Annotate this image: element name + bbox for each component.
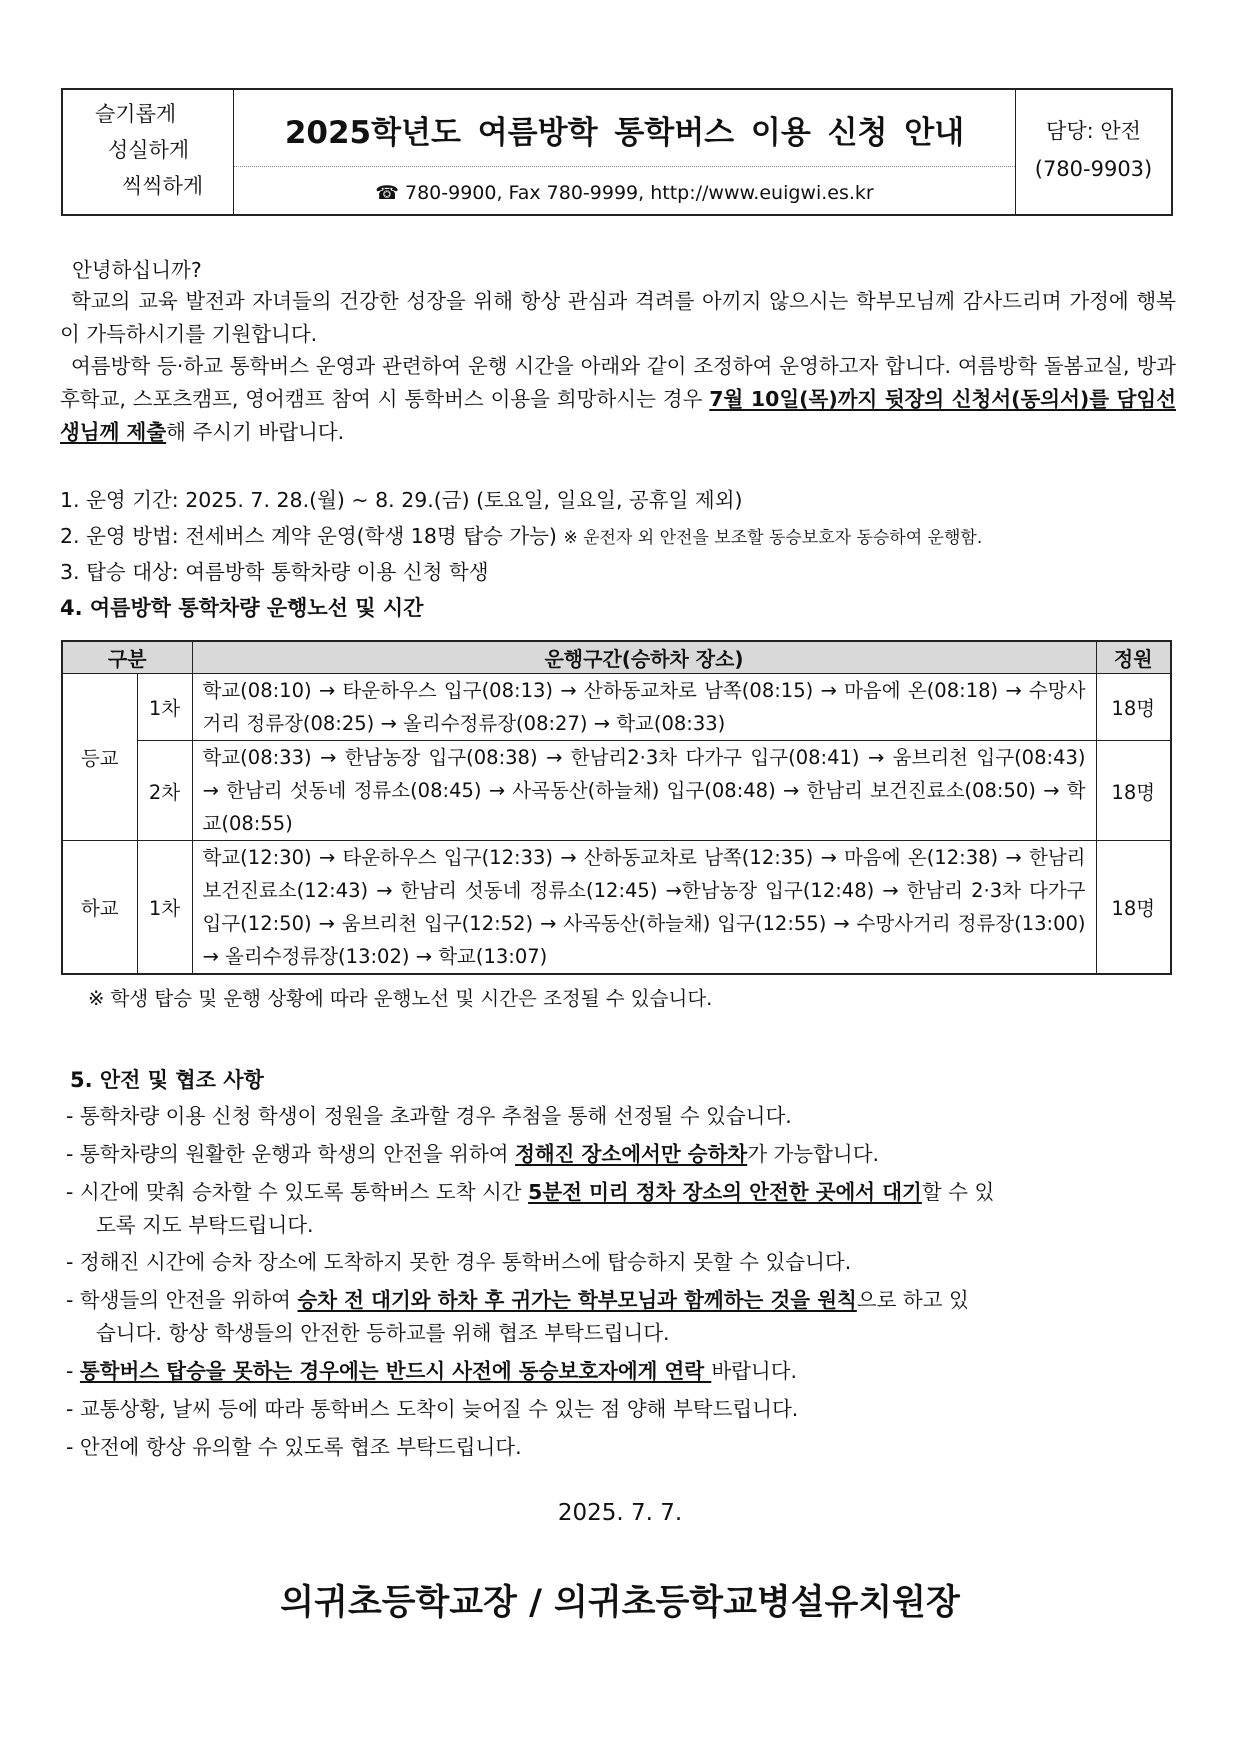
table-header-row <box>62 641 1171 674</box>
route-table-note: ※ 학생 탑승 및 운행 상황에 따라 운행노선 및 시간은 조정될 수 있습니다. <box>88 987 713 1010</box>
motto-line-1: 슬기롭게 <box>95 102 177 126</box>
manager-phone: (780-9903) <box>1034 157 1153 181</box>
intro-paragraph-2-start: 여름방학 등·하교 통학버스 운영과 관련하여 운행 시간을 아래와 같이 조정하여 운영하고자 합니다. 여름방학 돌봄교실, 방과후학교, 스포츠캠프, 영어캠프 참여 시 통학버스 이용을 희망하시는 경우 <box>60 354 1176 411</box>
document-title: 2025학년도 여름방학 통학버스 이용 신청 안내 <box>234 100 1015 167</box>
safety-item-5-highlight: 승차 전 대기와 하차 후 귀가는 학부모님과 함께하는 것을 원칙 <box>297 1288 857 1312</box>
trip-label: 1차 <box>137 674 192 741</box>
safety-item-2-start: - 통학차량의 원활한 운행과 학생의 안전을 위하여 <box>66 1142 516 1166</box>
safety-item-5-continued: 습니다. 항상 학생들의 안전한 등하교를 위해 협조 부탁드립니다. <box>96 1321 670 1345</box>
header-route: 운행구간(승하차 장소) <box>192 641 1096 674</box>
safety-item-3-highlight: 5분전 미리 정차 장소의 안전한 곳에서 대기 <box>528 1180 922 1204</box>
route-cell: 학교(08:33) → 한남농장 입구(08:38) → 한남리2·3차 다가구 입구(08:41) → 움브리천 입구(08:43) → 한남리 섯동네 정류소(08:45) → 사곡동산(하늘채) 입구(08:48) → 한남리 보건진료소(08:50) → 학교(08:55) <box>192 741 1096 841</box>
header-capacity: 정원 <box>1096 641 1171 674</box>
route-cell: 학교(08:10) → 타운하우스 입구(08:13) → 산하동교차로 남쪽(08:15) → 마음에 온(08:18) → 수망사거리 정류장(08:25) → 올리수정류장(08:27) → 학교(08:33) <box>192 674 1096 741</box>
safety-item-8: - 안전에 항상 유의할 수 있도록 협조 부탁드립니다. <box>66 1435 522 1459</box>
safety-item-5-end: 으로 하고 있 <box>856 1288 969 1312</box>
group-label-afternoon: 하교 <box>62 841 137 975</box>
capacity-cell: 18명 <box>1096 674 1171 741</box>
header-category: 구분 <box>62 641 192 674</box>
safety-item-2 <box>66 1138 1182 1171</box>
route-cell: 학교(12:30) → 타운하우스 입구(12:33) → 산하동교차로 남쪽(12:35) → 마음에 온(12:38) → 한남리 보건진료소(12:43) → 한남리 섯동네 정류소(12:45) →한남농장 입구(12:48) → 한남리 2·3차 다가구 입구(12:50) → 움브리천 입구(12:52) → 사곡동산(하늘채) 입구(12:55) → 수망사거리 정류장(13:00) → 올리수정류장(13:02) → 학교(13:07) <box>192 841 1096 975</box>
motto-line-2: 성실하게 <box>108 138 190 162</box>
trip-label: 1차 <box>137 841 192 975</box>
contact-info: 780-9900, Fax 780-9999, http://www.euigwi.es.kr <box>405 182 874 204</box>
group-label-morning: 등교 <box>62 674 137 841</box>
safety-item-6-end: 바랍니다. <box>711 1359 798 1383</box>
operation-method-note: ※ 운전자 외 안전을 보조할 동승보호자 동승하여 운행함. <box>563 528 983 548</box>
manager-label: 담당: 안전 <box>1046 119 1141 143</box>
signatory: 의귀초등학교장 / 의귀초등학교병설유치원장 <box>280 1583 960 1623</box>
deadline-highlight: 7월 10일(목)까지 뒷장의 신청서(동의서)를 담임선생님께 제출 <box>60 387 1176 444</box>
safety-item-2-highlight: 정해진 장소에서만 승하차 <box>515 1142 748 1166</box>
header-center <box>234 90 1016 214</box>
header-box <box>61 88 1173 216</box>
motto-line-3: 씩씩하게 <box>122 174 204 198</box>
safety-item-3-start: - 시간에 맞춰 승차할 수 있도록 통학버스 도착 시간 <box>66 1180 529 1204</box>
table-row <box>62 674 1171 741</box>
table-row <box>62 841 1171 975</box>
safety-item-3-continued: 도록 지도 부탁드립니다. <box>96 1213 314 1237</box>
school-motto <box>63 90 234 214</box>
safety-item-5 <box>66 1284 1176 1317</box>
route-table <box>61 640 1172 975</box>
intro-paragraph-2 <box>60 350 1176 449</box>
safety-item-4: - 정해진 시간에 승차 장소에 도착하지 못한 경우 통학버스에 탑승하지 못할 수 있습니다. <box>66 1250 852 1274</box>
item-eligibility: 3. 탑승 대상: 여름방학 통학차량 이용 신청 학생 <box>60 560 489 584</box>
table-row <box>62 741 1171 841</box>
safety-item-6-highlight: 통학버스 탑승을 못하는 경우에는 반드시 사전에 동승보호자에게 연락 <box>79 1359 712 1383</box>
capacity-cell: 18명 <box>1096 741 1171 841</box>
document-date: 2025. 7. 7. <box>557 1500 683 1526</box>
item-route-heading: 4. 여름방학 통학차량 운행노선 및 시간 <box>60 596 424 620</box>
manager-box <box>1016 90 1171 214</box>
safety-item-6 <box>66 1355 1182 1388</box>
safety-item-5-start: - 학생들의 안전을 위하여 <box>66 1288 298 1312</box>
safety-item-2-end: 가 가능합니다. <box>747 1142 880 1166</box>
greeting: 안녕하십니까? <box>72 258 202 282</box>
contact-line <box>234 182 1015 204</box>
phone-icon: ☎ <box>375 182 399 204</box>
intro-paragraph-2-end: 해 주시기 바랍니다. <box>166 420 345 444</box>
safety-item-3 <box>66 1176 1176 1209</box>
item-operation-period: 1. 운영 기간: 2025. 7. 28.(월) ~ 8. 29.(금) (토요일, 일요일, 공휴일 제외) <box>60 488 743 512</box>
safety-item-3-end: 할 수 있 <box>921 1180 995 1204</box>
safety-item-6-dash: - <box>66 1359 80 1383</box>
trip-label: 2차 <box>137 741 192 841</box>
item-operation-method <box>60 520 1176 555</box>
safety-item-7: - 교통상황, 날씨 등에 따라 통학버스 도착이 늦어질 수 있는 점 양해 부탁드립니다. <box>66 1397 799 1421</box>
operation-method-text: 2. 운영 방법: 전세버스 계약 운영(학생 18명 탑승 가능) <box>60 524 557 548</box>
intro-paragraph-1: 학교의 교육 발전과 자녀들의 건강한 성장을 위해 항상 관심과 격려를 아끼지 않으시는 학부모님께 감사드리며 가정에 행복이 가득하시기를 기원합니다. <box>60 289 1176 346</box>
safety-item-1: - 통학차량 이용 신청 학생이 정원을 초과할 경우 추첨을 통해 선정될 수 있습니다. <box>66 1104 792 1128</box>
capacity-cell: 18명 <box>1096 841 1171 975</box>
safety-heading: 5. 안전 및 협조 사항 <box>70 1068 264 1092</box>
